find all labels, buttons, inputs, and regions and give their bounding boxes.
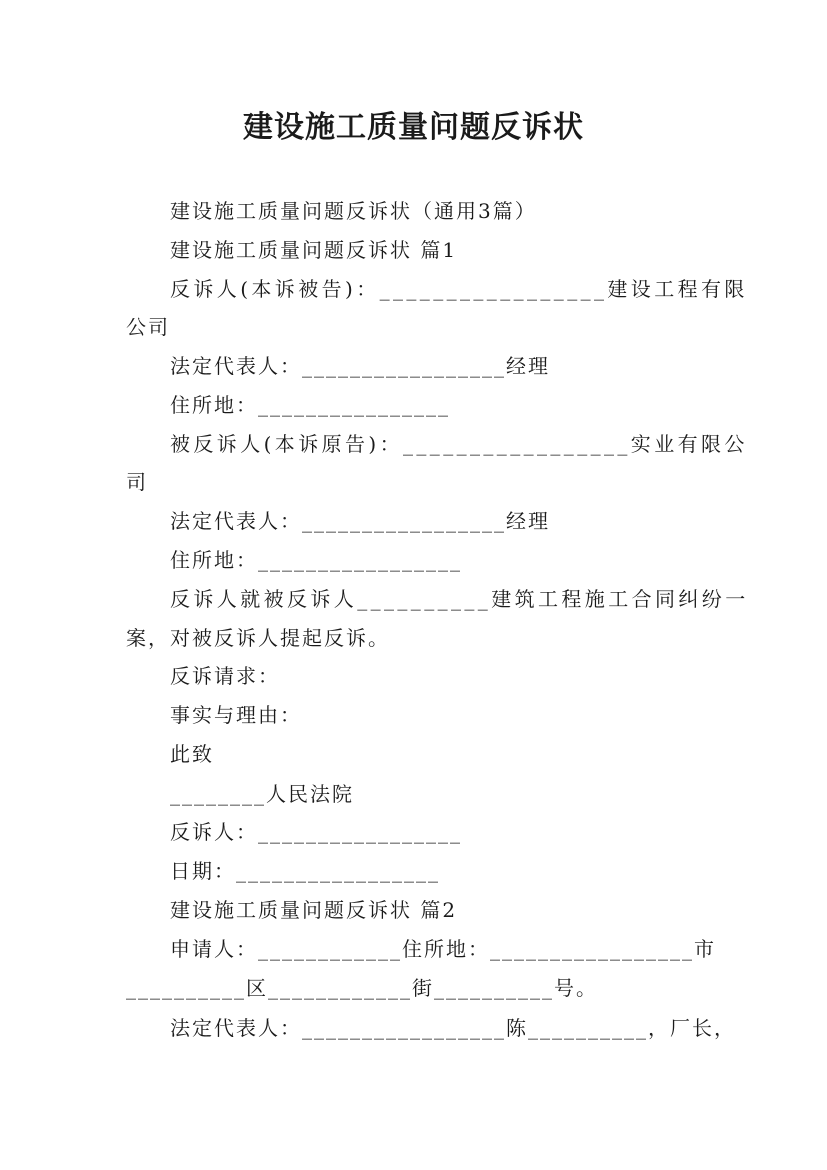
paragraph-line: 住所地：_________________ xyxy=(170,548,462,572)
paragraph-line: 申请人：____________住所地：_________________市 xyxy=(170,937,716,961)
paragraph-line: 反诉人：_________________ xyxy=(170,820,462,844)
paragraph-line: 事实与理由： xyxy=(170,703,302,727)
paragraph-line: 法定代表人：_________________陈__________，厂长， xyxy=(170,1016,736,1040)
document-subtitle: 建设施工质量问题反诉状（通用3篇） xyxy=(170,199,537,223)
paragraph-line: 反诉人(本诉被告)：_________________建设工程有限 xyxy=(170,277,748,301)
paragraph-line: 住所地：________________ xyxy=(170,393,450,417)
section-heading-2: 建设施工质量问题反诉状 篇2 xyxy=(170,898,458,922)
paragraph-line: 法定代表人：_________________经理 xyxy=(170,354,550,378)
paragraph-line: 反诉人就被反诉人__________建筑工程施工合同纠纷一 xyxy=(170,587,749,611)
section-heading-1: 建设施工质量问题反诉状 篇1 xyxy=(170,238,458,262)
paragraph-line: 此致 xyxy=(170,742,214,766)
paragraph-line: 被反诉人(本诉原告)：_________________实业有限公 xyxy=(170,432,748,456)
paragraph-line: __________区____________街__________号。 xyxy=(126,976,598,1000)
paragraph-line: 法定代表人：_________________经理 xyxy=(170,509,550,533)
paragraph-line: 日期：_________________ xyxy=(170,859,440,883)
paragraph-line: 司 xyxy=(126,470,148,494)
paragraph-line: 案，对被反诉人提起反诉。 xyxy=(126,626,390,650)
paragraph-line: 公司 xyxy=(126,315,170,339)
paragraph-line: ________人民法院 xyxy=(170,782,354,806)
document-title: 建设施工质量问题反诉状 xyxy=(243,110,584,145)
paragraph-line: 反诉请求： xyxy=(170,664,280,688)
